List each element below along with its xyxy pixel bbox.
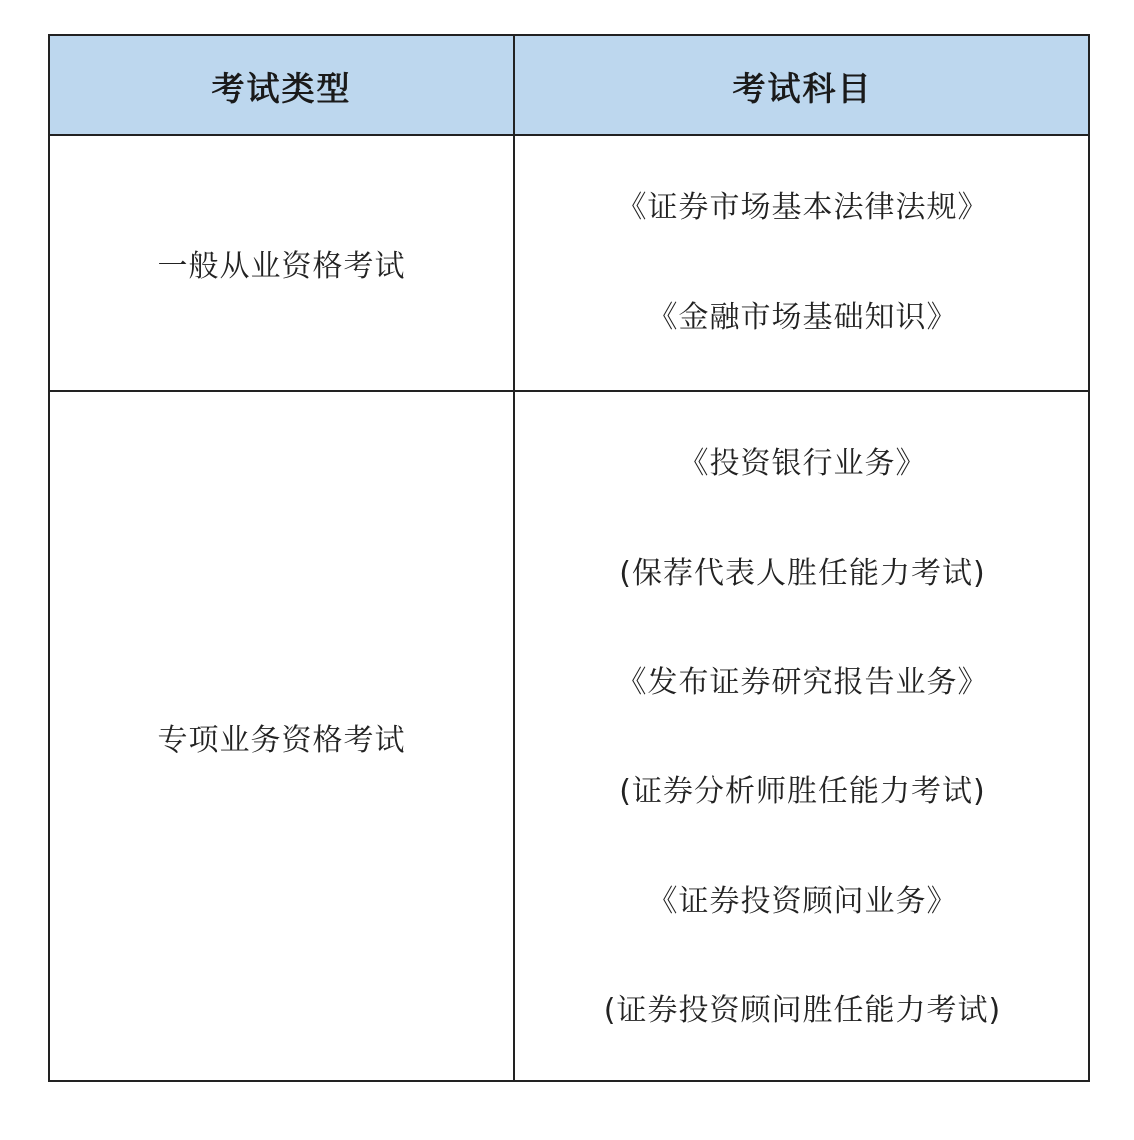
subject-item: 《投资银行业务》 [678,446,927,481]
row-2-exam-type: 专项业务资格考试 [157,723,406,758]
exam-table [48,34,1090,1082]
row-1-subjects [515,136,1090,390]
header-exam-type: 考试类型 [211,68,352,108]
subject-item: 《证券投资顾问业务》 [647,884,958,919]
header-exam-subjects: 考试科目 [732,68,873,108]
subject-item: (证券分析师胜任能力考试) [619,774,986,809]
row-1-exam-type: 一般从业资格考试 [157,249,406,284]
subject-item: 《金融市场基础知识》 [647,300,958,335]
subject-item: 《发布证券研究报告业务》 [616,665,989,700]
subject-item: (证券投资顾问胜任能力考试) [603,993,1002,1028]
subject-item: (保荐代表人胜任能力考试) [619,556,986,591]
row-2-subjects [515,392,1090,1082]
subject-item: 《证券市场基本法律法规》 [616,190,989,225]
